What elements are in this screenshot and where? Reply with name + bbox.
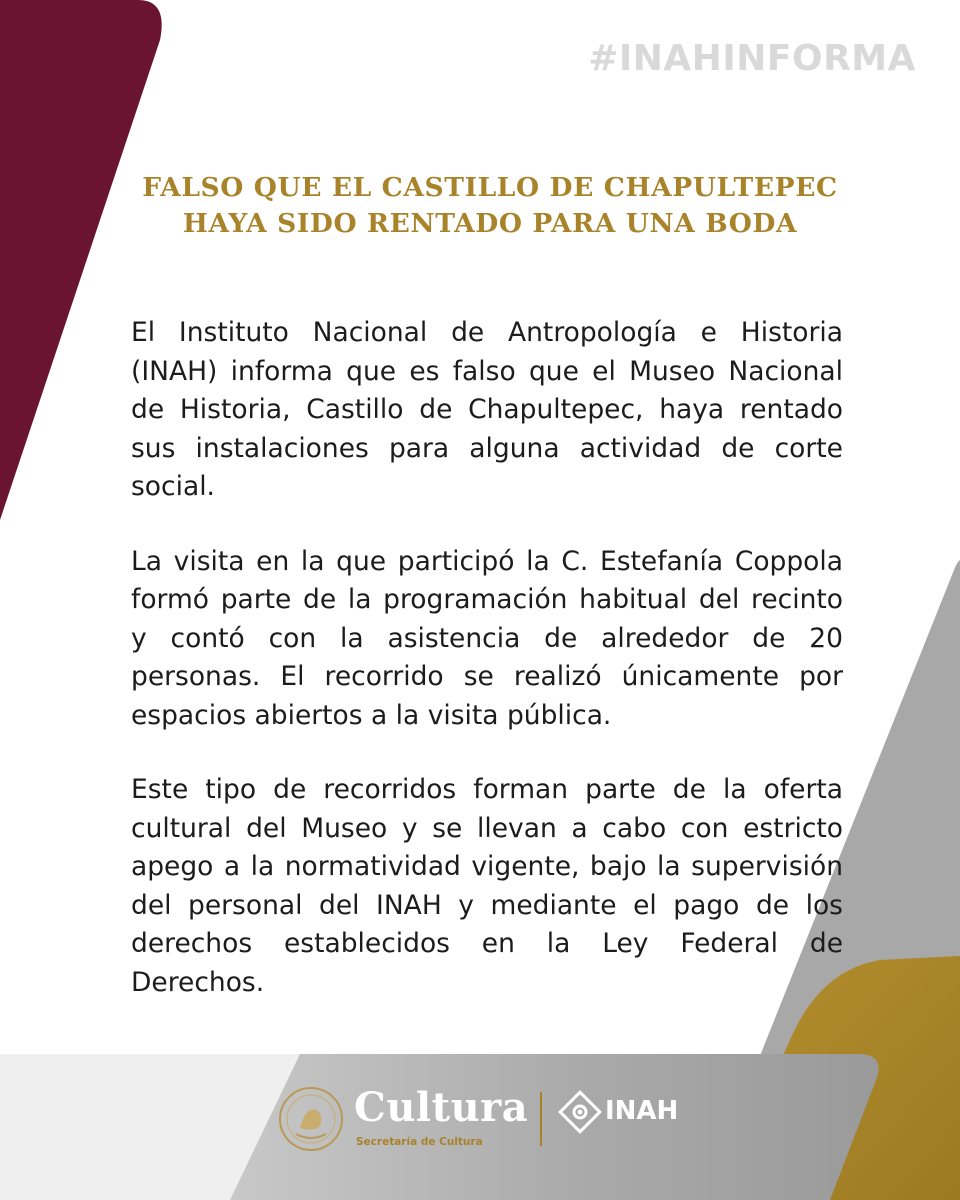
statement-body: [131, 314, 843, 1038]
paragraph-3: Este tipo de recorridos forman parte de la oferta cultural del Museo y se llevan a cabo con estricto apego a la normatividad vigente, bajo la supervisión del personal del INAH y mediante el pago de los derechos establecidos en la Ley Federal de Derechos.: [131, 774, 843, 998]
title-line-1: FALSO QUE EL CASTILLO DE CHAPULTEPEC: [142, 172, 838, 203]
logo-separator: [540, 1092, 542, 1146]
footer-logos: [270, 1078, 700, 1158]
inah-brand: INAH: [605, 1096, 679, 1126]
paragraph-2: La visita en la que participó la C. Estefanía Coppola formó parte de la programación habitual del recinto y contó con la asistencia de alrededor de 20 personas. El recorrido se realizó únicamente por espacios abiertos a la visita pública.: [131, 545, 843, 731]
page-title: [140, 170, 840, 242]
cultura-subtitle: Secretaría de Cultura: [356, 1136, 483, 1148]
cultura-brand: Cultura: [354, 1084, 529, 1131]
hashtag-label: #INAHINFORMA: [588, 38, 916, 79]
paragraph-1: El Instituto Nacional de Antropología e Historia (INAH) informa que es falso que el Museo Nacional de Historia, Castillo de Chapultepec, haya rentado sus instalaciones para alguna actividad de corte social.: [131, 317, 843, 502]
title-line-2: HAYA SIDO RENTADO PARA UNA BODA: [182, 208, 798, 239]
mexico-seal-icon: [276, 1084, 346, 1154]
inah-logo-icon: [558, 1090, 602, 1134]
